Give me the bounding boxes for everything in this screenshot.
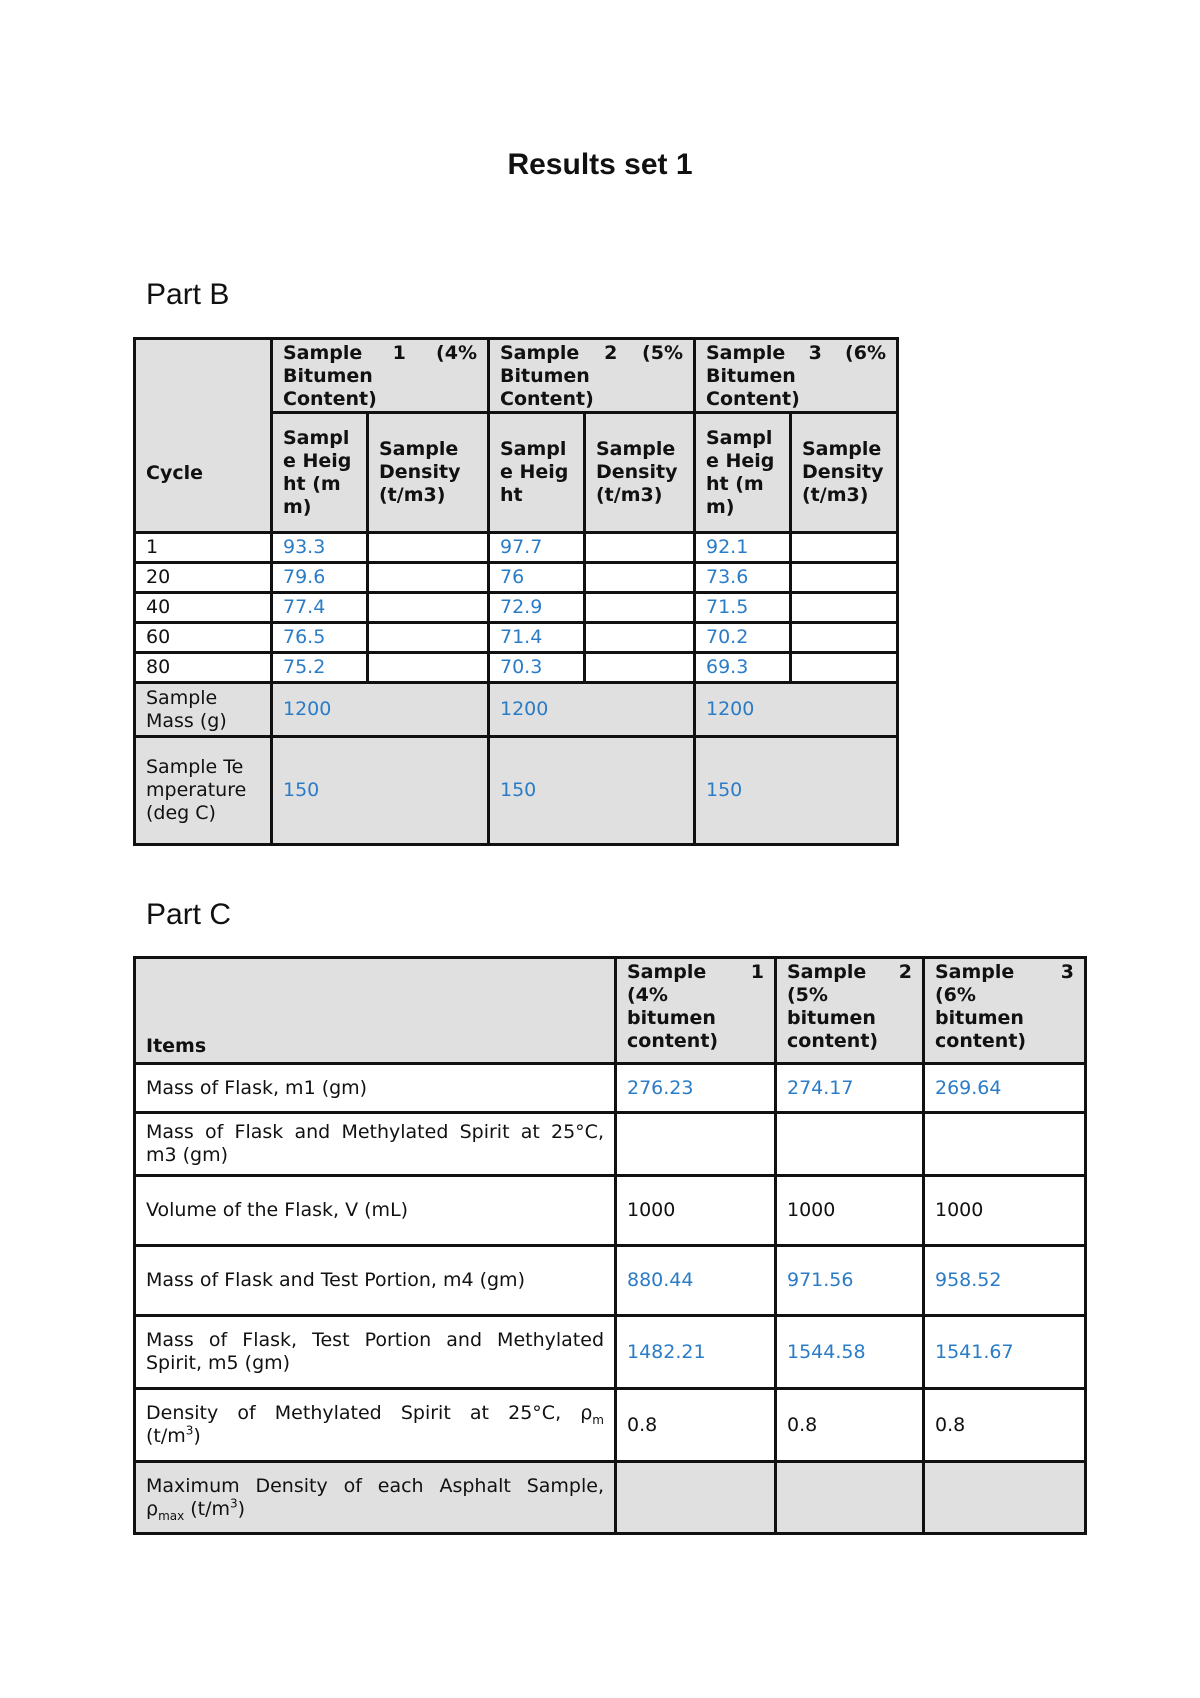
sample-1-height-header: Sample Height (mm) bbox=[272, 413, 368, 533]
value-cell: 269.64 bbox=[924, 1064, 1086, 1113]
value-cell: 0.8 bbox=[616, 1389, 776, 1462]
item-label: Volume of the Flask, V (mL) bbox=[135, 1176, 616, 1246]
table-row bbox=[135, 1389, 1086, 1462]
sample-3-density-header: Sample Density (t/m3) bbox=[791, 413, 898, 533]
value-cell bbox=[776, 1462, 924, 1534]
value-cell: 1000 bbox=[776, 1176, 924, 1246]
table-row bbox=[135, 1316, 1086, 1389]
items-header: Items bbox=[135, 958, 616, 1064]
value-cell: 276.23 bbox=[616, 1064, 776, 1113]
value-cell: 958.52 bbox=[924, 1246, 1086, 1316]
height-cell: 93.3 bbox=[272, 533, 368, 563]
value-cell bbox=[616, 1462, 776, 1534]
value-cell: 1541.67 bbox=[924, 1316, 1086, 1389]
table-row bbox=[135, 563, 898, 593]
density-cell bbox=[585, 593, 695, 623]
part-b-table bbox=[133, 337, 899, 846]
sample-2-height-header: Sample Height bbox=[489, 413, 585, 533]
table-row bbox=[135, 1462, 1086, 1534]
height-cell: 70.3 bbox=[489, 653, 585, 683]
height-cell: 71.5 bbox=[695, 593, 791, 623]
height-cell: 69.3 bbox=[695, 653, 791, 683]
sample-3-header: Sample 3 (6% bitumen content) bbox=[924, 958, 1086, 1064]
value-cell: 274.17 bbox=[776, 1064, 924, 1113]
sample-mass-value: 1200 bbox=[489, 683, 695, 737]
density-cell bbox=[791, 533, 898, 563]
density-cell bbox=[368, 623, 489, 653]
table-row bbox=[135, 683, 898, 737]
density-cell bbox=[791, 593, 898, 623]
value-cell: 0.8 bbox=[776, 1389, 924, 1462]
sample-1-density-header: Sample Density (t/m3) bbox=[368, 413, 489, 533]
density-cell bbox=[585, 563, 695, 593]
table-row bbox=[135, 653, 898, 683]
height-cell: 77.4 bbox=[272, 593, 368, 623]
value-cell: 1000 bbox=[924, 1176, 1086, 1246]
cycle-cell: 80 bbox=[135, 653, 272, 683]
height-cell: 97.7 bbox=[489, 533, 585, 563]
height-cell: 73.6 bbox=[695, 563, 791, 593]
sample-mass-label: Sample Mass (g) bbox=[135, 683, 272, 737]
height-cell: 72.9 bbox=[489, 593, 585, 623]
sample-temperature-label: Sample Temperature (deg C) bbox=[135, 737, 272, 845]
value-cell: 1000 bbox=[616, 1176, 776, 1246]
value-cell: 1482.21 bbox=[616, 1316, 776, 1389]
value-cell: 971.56 bbox=[776, 1246, 924, 1316]
table-row bbox=[135, 737, 898, 845]
value-cell bbox=[616, 1113, 776, 1176]
height-cell: 76.5 bbox=[272, 623, 368, 653]
value-cell: 0.8 bbox=[924, 1389, 1086, 1462]
value-cell: 1544.58 bbox=[776, 1316, 924, 1389]
density-cell bbox=[791, 623, 898, 653]
sample-3-header: Sample 3 (6% Bitumen Content) bbox=[695, 339, 898, 413]
cycle-header: Cycle bbox=[135, 339, 272, 533]
table-row bbox=[135, 593, 898, 623]
sample-2-density-header: Sample Density (t/m3) bbox=[585, 413, 695, 533]
table-row bbox=[135, 1176, 1086, 1246]
cycle-cell: 20 bbox=[135, 563, 272, 593]
item-label: Mass of Flask and Methylated Spirit at 25°C, m3 (gm) bbox=[135, 1113, 616, 1176]
item-label: Mass of Flask, Test Portion and Methylated Spirit, m5 (gm) bbox=[135, 1316, 616, 1389]
sample-mass-value: 1200 bbox=[272, 683, 489, 737]
part-c-heading: Part C bbox=[146, 898, 232, 931]
density-cell bbox=[368, 653, 489, 683]
item-label: Mass of Flask, m1 (gm) bbox=[135, 1064, 616, 1113]
part-c-table bbox=[133, 956, 1087, 1535]
item-label: Density of Methylated Spirit at 25°C, $\rho_m$ $(t/m^3)$ bbox=[135, 1389, 616, 1462]
density-cell bbox=[791, 653, 898, 683]
sample-temperature-value: 150 bbox=[489, 737, 695, 845]
height-cell: 70.2 bbox=[695, 623, 791, 653]
density-cell bbox=[585, 533, 695, 563]
value-cell: 880.44 bbox=[616, 1246, 776, 1316]
cycle-cell: 40 bbox=[135, 593, 272, 623]
value-cell bbox=[924, 1113, 1086, 1176]
table-row bbox=[135, 533, 898, 563]
sample-2-header: Sample 2 (5% Bitumen Content) bbox=[489, 339, 695, 413]
density-cell bbox=[368, 563, 489, 593]
density-cell bbox=[585, 623, 695, 653]
height-cell: 92.1 bbox=[695, 533, 791, 563]
sample-2-header: Sample 2 (5% bitumen content) bbox=[776, 958, 924, 1064]
value-cell bbox=[776, 1113, 924, 1176]
table-row bbox=[135, 623, 898, 653]
sample-1-header: Sample 1 (4% Bitumen Content) bbox=[272, 339, 489, 413]
height-cell: 79.6 bbox=[272, 563, 368, 593]
sample-temperature-value: 150 bbox=[272, 737, 489, 845]
part-b-heading: Part B bbox=[146, 278, 230, 311]
height-cell: 76 bbox=[489, 563, 585, 593]
item-label: Mass of Flask and Test Portion, m4 (gm) bbox=[135, 1246, 616, 1316]
cycle-cell: 60 bbox=[135, 623, 272, 653]
cycle-cell: 1 bbox=[135, 533, 272, 563]
item-label: Maximum Density of each Asphalt Sample, $\rho_{max}$ $(t/m^3)$ bbox=[135, 1462, 616, 1534]
height-cell: 75.2 bbox=[272, 653, 368, 683]
sample-temperature-value: 150 bbox=[695, 737, 898, 845]
value-cell bbox=[924, 1462, 1086, 1534]
table-row bbox=[135, 1246, 1086, 1316]
sample-3-height-header: Sample Height (mm) bbox=[695, 413, 791, 533]
sample-mass-value: 1200 bbox=[695, 683, 898, 737]
table-row bbox=[135, 1064, 1086, 1113]
height-cell: 71.4 bbox=[489, 623, 585, 653]
density-cell bbox=[585, 653, 695, 683]
density-cell bbox=[368, 593, 489, 623]
density-cell bbox=[791, 563, 898, 593]
page-title: Results set 1 bbox=[507, 148, 693, 181]
sample-1-header: Sample 1 (4% bitumen content) bbox=[616, 958, 776, 1064]
table-row bbox=[135, 1113, 1086, 1176]
density-cell bbox=[368, 533, 489, 563]
